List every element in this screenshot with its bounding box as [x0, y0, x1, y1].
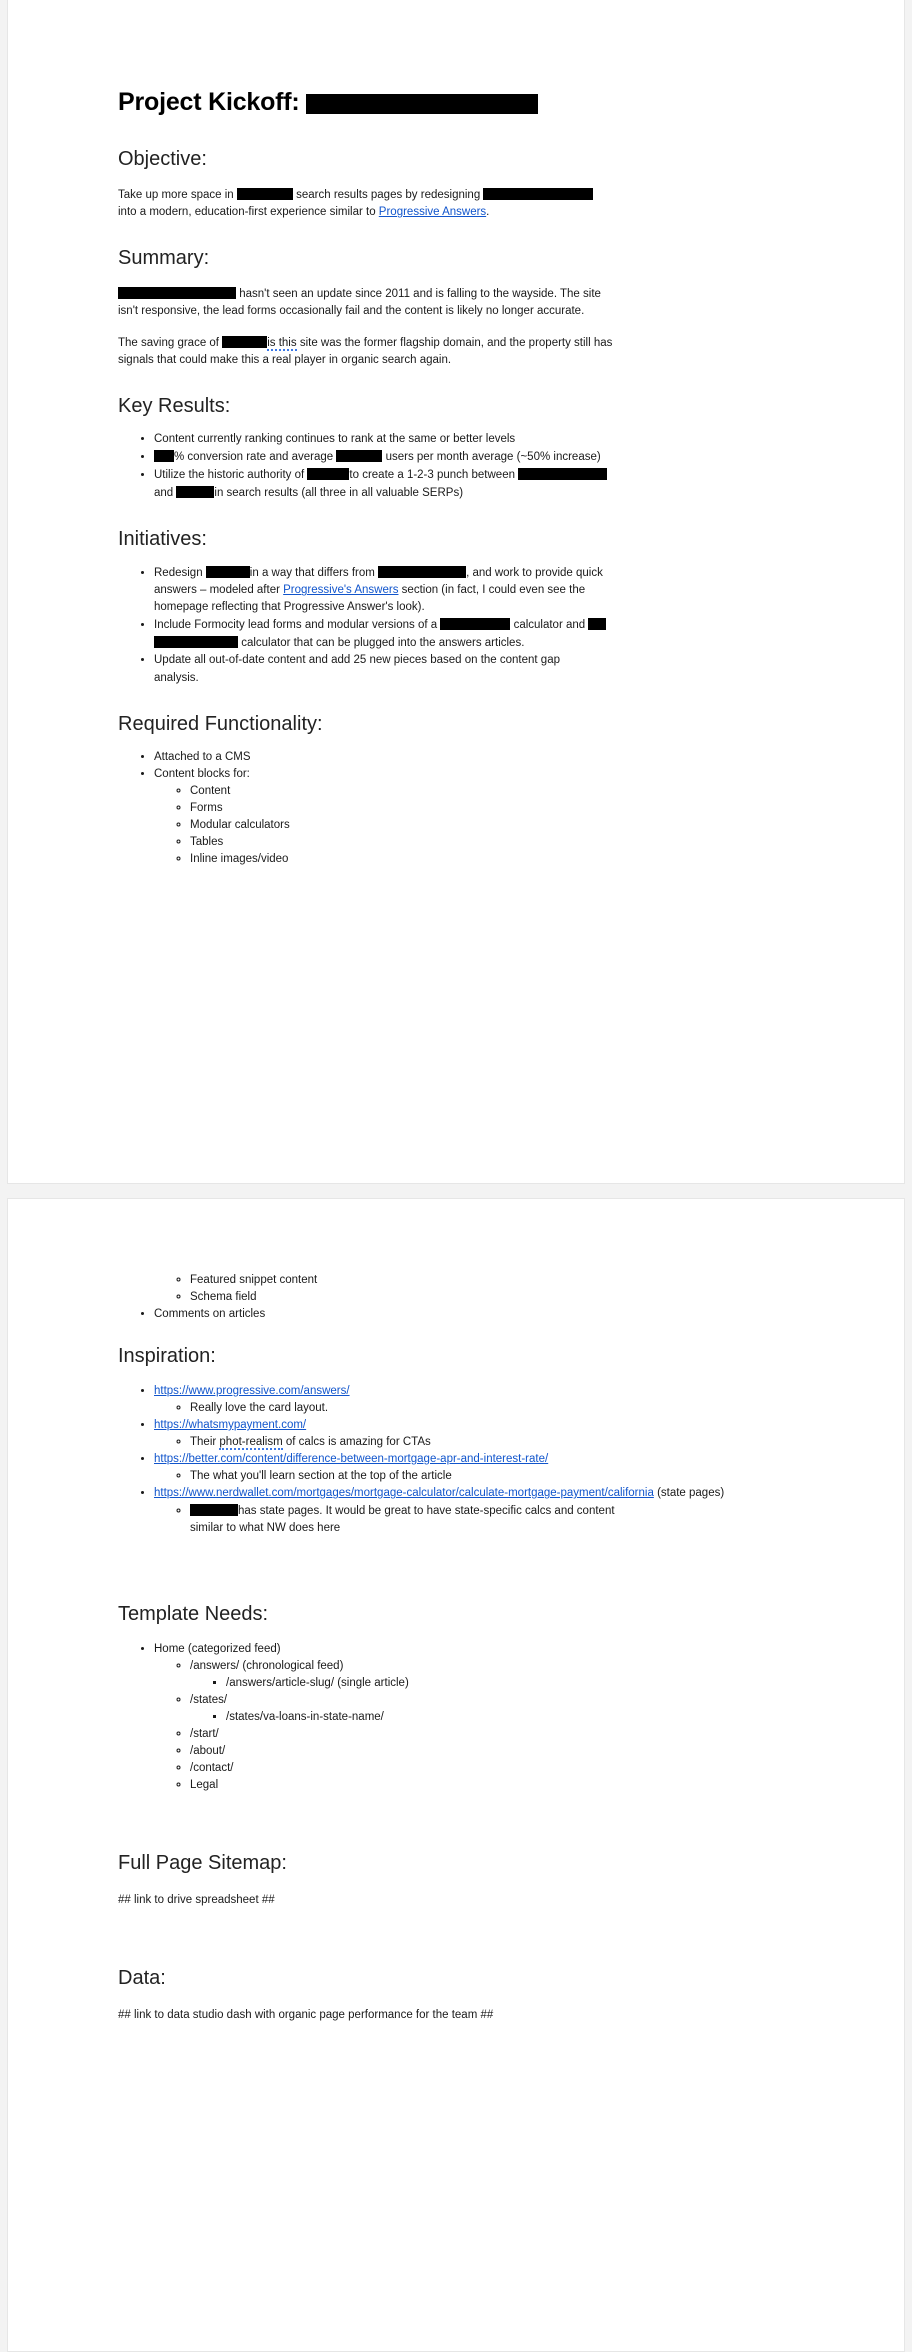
- link-nerdwallet-url-line2[interactable]: ent/california: [588, 1487, 654, 1500]
- objective-text-b: search results pages by redesigning: [296, 189, 481, 202]
- list-item: [190, 1400, 794, 1417]
- summary-p1-b: isn't responsive, the lead forms occasionally fail and the content is likely no longer accurate.: [118, 305, 585, 318]
- inspiration-note-sublist: [154, 1468, 794, 1485]
- key-result-3-c: and: [154, 487, 174, 500]
- list-item: [190, 1743, 794, 1760]
- template-sublist: [154, 1658, 794, 1794]
- list-item: [154, 749, 794, 766]
- link-whatsmypayment-url[interactable]: https://whatsmypayment.com/: [154, 1419, 307, 1432]
- heading-summary: Summary:: [118, 247, 210, 270]
- initiative-1-c: , and work to provide quick: [466, 567, 603, 580]
- document-page-2: [8, 1199, 904, 2351]
- list-item: [226, 1675, 794, 1692]
- list-item: [154, 616, 794, 652]
- redaction-differs-site: [378, 566, 466, 578]
- sub-item-modular-calculators: Modular calculators: [190, 818, 290, 831]
- redaction-title: [306, 94, 538, 114]
- redaction-calculator-2: [588, 618, 606, 630]
- key-result-3-b: to create a 1-2-3 punch between: [349, 469, 515, 482]
- heading-data: Data:: [118, 1967, 166, 1990]
- list-item: [154, 1383, 794, 1417]
- required-functionality-list: [118, 749, 794, 868]
- redaction-calculator-1: [440, 618, 510, 630]
- template-start: /start/: [190, 1728, 219, 1741]
- link-progressive-answers[interactable]: Progressive Answers: [378, 206, 487, 219]
- key-result-1: Content currently ranking continues to rank at the same or better levels: [154, 433, 516, 446]
- objective-text-c: into a modern, education-first experience similar to: [118, 206, 376, 219]
- redaction-authority-site: [307, 468, 349, 480]
- link-better-url[interactable]: https://better.com/content/difference-between-mortgage-apr-and-interest-rate/: [154, 1453, 549, 1466]
- summary-p2-a: The saving grace of: [118, 337, 220, 350]
- inspiration-note-2-b: of calcs is amazing for CTAs: [285, 1436, 431, 1449]
- sub-item-featured-snippet: Featured snippet content: [190, 1274, 318, 1286]
- req-item-content-blocks: Content blocks for:: [154, 767, 250, 780]
- sub-item-inline-images: Inline images/video: [190, 852, 289, 865]
- key-result-3-d: in search results (all three in all valuable SERPs): [214, 487, 464, 500]
- template-answers: /answers/ (chronological feed): [190, 1660, 344, 1673]
- redaction-state-brand: [190, 1504, 238, 1516]
- heading-inspiration: Inspiration:: [118, 1345, 216, 1368]
- inspiration-note-2-a: Their: [190, 1436, 217, 1449]
- page-title: [118, 87, 794, 118]
- content-blocks-continued-list: [118, 1272, 794, 1323]
- list-item: [190, 1468, 794, 1485]
- list-item: [154, 1641, 794, 1794]
- sub-item-forms: Forms: [190, 801, 223, 814]
- spellcheck-phrase: is this: [267, 337, 297, 350]
- inspiration-note-1: Really love the card layout.: [190, 1402, 329, 1415]
- initiative-2-b: calculator and: [513, 619, 586, 632]
- summary-p2-b: site was the former flagship domain, and the property still has: [299, 337, 613, 350]
- key-result-3-a: Utilize the historic authority of: [154, 469, 305, 482]
- heading-required-functionality: Required Functionality:: [118, 712, 323, 735]
- redaction-calculator-3: [154, 636, 238, 648]
- inspiration-list: [118, 1383, 794, 1537]
- key-result-2-a: % conversion rate and average: [174, 451, 334, 464]
- heading-objective: Objective:: [118, 148, 207, 171]
- list-item: [154, 564, 794, 616]
- template-answers-slug: /answers/article-slug/ (single article): [226, 1677, 409, 1690]
- template-subsublist: [190, 1675, 794, 1692]
- objective-text-d: .: [486, 206, 490, 219]
- template-contact: /contact/: [190, 1762, 234, 1775]
- template-home: Home (categorized feed): [154, 1643, 281, 1656]
- data-body: ## link to data studio dash with organic page performance for the team ##: [118, 2009, 494, 2022]
- full-page-sitemap-body: ## link to drive spreadsheet ##: [118, 1894, 275, 1907]
- summary-p1-a: hasn't seen an update since 2011 and is falling to the wayside. The site: [239, 288, 601, 301]
- initiative-1-b: in a way that differs from: [249, 567, 375, 580]
- list-item: [190, 800, 794, 817]
- redaction-brand-3: [518, 468, 607, 480]
- list-item: [190, 834, 794, 851]
- template-states-slug: /states/va-loans-in-state-name/: [226, 1711, 384, 1724]
- redaction-brand-4: [176, 486, 214, 498]
- key-results-list: [118, 431, 794, 502]
- sub-item-content: Content: [190, 784, 231, 797]
- list-item: [154, 766, 794, 868]
- initiative-3-b: analysis.: [154, 671, 199, 684]
- sub-item-tables: Tables: [190, 835, 224, 848]
- list-item: [190, 1502, 794, 1537]
- list-item: [154, 1451, 794, 1485]
- summary-p2-c: signals that could make this a real player in organic search again.: [118, 354, 452, 367]
- template-legal: Legal: [190, 1779, 219, 1792]
- link-progressive-answers-url[interactable]: https://www.progressive.com/answers/: [154, 1385, 350, 1398]
- initiative-3-a: Update all out-of-date content and add 25 new pieces based on the content gap: [154, 654, 560, 667]
- list-item: [154, 466, 794, 502]
- initiative-1-d: answers – modeled after: [154, 584, 280, 597]
- inspiration-note-4-a: has state pages. It would be great to have state-specific calcs and content: [238, 1505, 615, 1518]
- list-item: [154, 1485, 794, 1537]
- page-gap: [0, 1183, 912, 1199]
- initiative-2-c: calculator that can be plugged into the answers articles.: [241, 637, 525, 650]
- summary-paragraph-1: [118, 285, 794, 320]
- objective-paragraph: [118, 186, 794, 221]
- list-item: [190, 1434, 794, 1451]
- heading-key-results: Key Results:: [118, 395, 231, 418]
- list-item: [190, 1760, 794, 1777]
- redaction-conversion-rate: [154, 450, 174, 462]
- list-item: [226, 1709, 794, 1726]
- spellcheck-phot-realism: phot-realism: [219, 1436, 283, 1449]
- inspiration-note-3: The what you'll learn section at the top of the article: [190, 1470, 452, 1483]
- list-item: [190, 1658, 794, 1692]
- list-item: [190, 1692, 794, 1726]
- nerdwallet-suffix: (state pages): [657, 1487, 725, 1500]
- redaction-site-1: [118, 287, 236, 299]
- redaction-users-count: [336, 450, 382, 462]
- template-needs-list: [118, 1641, 794, 1794]
- heading-full-page-sitemap: Full Page Sitemap:: [118, 1852, 287, 1875]
- initiatives-list: [118, 564, 794, 686]
- summary-paragraph-2: [118, 334, 794, 369]
- list-item: [190, 1289, 794, 1306]
- req-item-cms: Attached to a CMS: [154, 750, 251, 763]
- list-item: [154, 652, 794, 686]
- key-result-2-b: users per month average (~50% increase): [385, 451, 601, 464]
- list-item: [190, 1777, 794, 1794]
- document-page-1: [8, 0, 904, 1183]
- list-item: [154, 431, 794, 448]
- content-blocks-sublist-continued: [154, 1272, 794, 1306]
- inspiration-note-4-b: similar to what NW does here: [190, 1522, 341, 1535]
- objective-text-a: Take up more space in: [118, 189, 234, 202]
- list-item: [190, 1726, 794, 1743]
- initiative-1-f: homepage reflecting that Progressive Answer's look).: [154, 601, 425, 614]
- list-item: [190, 783, 794, 800]
- heading-template-needs: Template Needs:: [118, 1603, 269, 1626]
- list-item: [154, 448, 794, 466]
- redaction-redesign-site: [206, 566, 250, 578]
- initiative-1-e: section (in fact, I could even see the: [401, 584, 586, 597]
- list-item: [190, 1272, 794, 1289]
- heading-initiatives: Initiatives:: [118, 528, 207, 551]
- list-item: [190, 817, 794, 834]
- sub-item-schema-field: Schema field: [190, 1291, 257, 1304]
- link-progressives-answers[interactable]: Progressive's Answers: [283, 584, 399, 597]
- inspiration-note-sublist: [154, 1502, 794, 1537]
- initiative-2-a: Include Formocity lead forms and modular versions of a: [154, 619, 438, 632]
- initiative-1-a: Redesign: [154, 567, 203, 580]
- template-states: /states/: [190, 1694, 228, 1707]
- list-item: [154, 1417, 794, 1451]
- redaction-brand-2: [483, 188, 593, 200]
- link-nerdwallet-url-line1[interactable]: https://www.nerdwallet.com/mortgages/mortgage-calculator/calculate-mortgage-paym: [154, 1487, 589, 1500]
- redaction-brand-1: [237, 188, 293, 200]
- req-item-comments: Comments on articles: [154, 1308, 266, 1321]
- list-item: [118, 1272, 794, 1306]
- redaction-site-2: [222, 336, 267, 348]
- content-blocks-sublist: [154, 783, 794, 868]
- template-subsublist: [190, 1709, 794, 1726]
- page-title-text: Project Kickoff:: [118, 88, 300, 116]
- list-item: [154, 1306, 794, 1323]
- inspiration-note-sublist: [154, 1434, 794, 1451]
- template-about: /about/: [190, 1745, 226, 1758]
- list-item: [190, 851, 794, 868]
- inspiration-note-sublist: [154, 1400, 794, 1417]
